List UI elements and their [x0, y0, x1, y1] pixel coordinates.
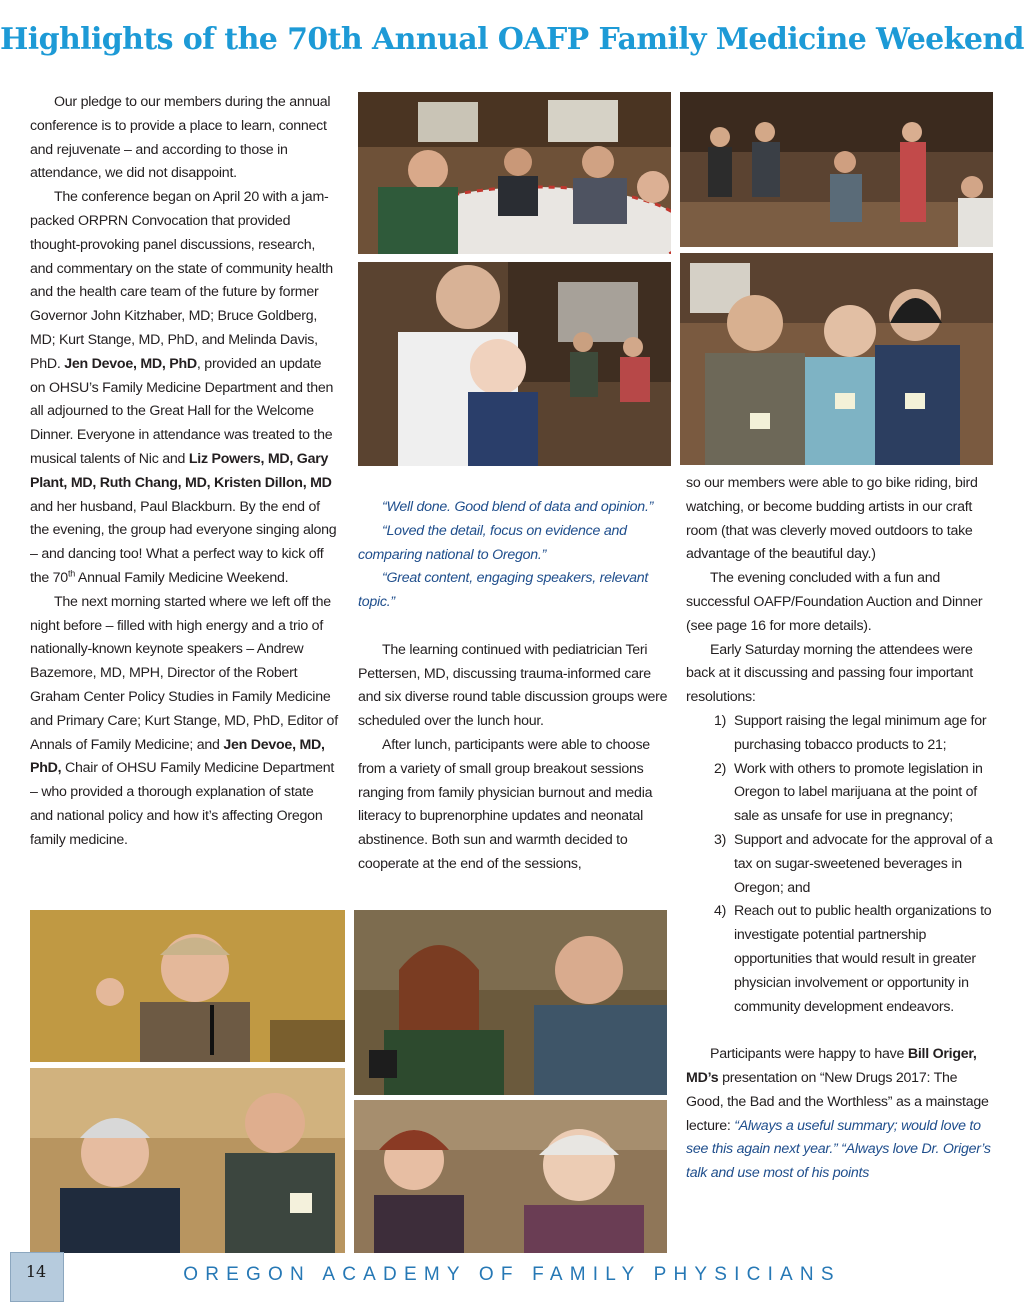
- page-title: Highlights of the 70th Annual OAFP Family Medicine Weekend: [0, 22, 1024, 57]
- conversation-photo: [354, 910, 667, 1095]
- page-number: 14: [25, 1262, 47, 1281]
- activities-paragraph: so our members were able to go bike riding, bird watching, or become budding artists in our craft room (that was cleverly moved outdoors to take advantage of the beautiful day.): [686, 475, 978, 563]
- dinner-table-photo: [358, 92, 671, 254]
- band-performance-photo: [680, 92, 993, 247]
- physicians-chatting-photo: [30, 1068, 345, 1253]
- list-item: 4) Reach out to public health organizations to investigate potential partnership opportunities that would result in greater physician involvement or opportunity in community development endeavors.: [714, 903, 992, 1015]
- convocation-paragraph: The conference began on April 20 with a jam-packed ORPRN Convocation that provided thought-provoking panel discussions, research, and commentary on the state of community health and the health care team of the future by former Governor John Kitzhaber, MD; Bruce Goldberg, MD; Kurt Stange, MD, PhD, and Melinda Davis, PhD. Jen Devoe, MD, PhD, provided an update on OHSU’s Family Medicine Department and then all adjourned to the Great Hall for the Welcome Dinner. Everyone in attendance was treated to the musical talents of Nic and Liz Powers, MD, Gary Plant, MD, Ruth Chang, MD, Kristen Dillon, MD and her husband, Paul Blackburn. By the end of the evening, the group had everyone singing along – and dancing too! What a perfect way to kick off the 70th Annual Family Medicine Weekend.: [30, 189, 337, 586]
- article-column-1: [30, 91, 340, 853]
- organization-footer: OREGON ACADEMY OF FAMILY PHYSICIANS: [183, 1264, 841, 1285]
- attendee-quote: “Well done. Good blend of data and opinion.”: [382, 499, 654, 515]
- list-item: 1) Support raising the legal minimum age for purchasing tobacco products to 21;: [714, 712, 987, 753]
- learning-paragraph: The learning continued with pediatrician Teri Pettersen, MD, discussing trauma-informed care and six diverse round table discussion groups were scheduled over the lunch hour.: [358, 641, 668, 730]
- father-and-baby-photo: [358, 262, 671, 466]
- auction-paragraph: The evening concluded with a fun and successful OAFP/Foundation Auction and Dinner (see page 16 for more details).: [686, 570, 983, 634]
- list-item: 3) Support and advocate for the approval of a tax on sugar-sweetened beverages in Oregon; and: [714, 831, 993, 896]
- origer-paragraph: Participants were happy to have Bill Origer, MD’s presentation on “New Drugs 2017: The Good, the Bad and the Worthless” as a mainstage lecture: “Always a useful summary; would love to see this again next year.” “Always love Dr. Origer’s talk and use most of his points: [686, 1046, 991, 1182]
- article-column-2: [358, 496, 670, 877]
- breakout-paragraph: After lunch, participants were able to choose from a variety of small group breakout sessions ranging from family physician burnout and media literacy to buprenorphine updates and neonatal abstinence. Both sun and warmth decided to cooperate at the end of the sessions,: [358, 736, 653, 872]
- attendee-quote: “Loved the detail, focus on evidence and comparing national to Oregon.”: [358, 522, 627, 563]
- resolutions-list: [686, 710, 998, 1019]
- intro-paragraph: Our pledge to our members during the annual conference is to provide a place to learn, connect and rejuvenate – and according to those in attendance, we did not disappoint.: [30, 94, 331, 182]
- women-listening-photo: [354, 1100, 667, 1253]
- keynote-paragraph: The next morning started where we left off the night before – filled with high energy and a trio of nationally-known keynote speakers – Andrew Bazemore, MD, MPH, Director of the Robert Graham Center Policy Studies in Family Medicine and Primary Care; Kurt Stange, MD, PhD, Editor of Annals of Family Medicine; and Jen Devoe, MD, PhD, Chair of OHSU Family Medicine Department – who provided a thorough explanation of state and national policy and how it’s affecting Oregon family medicine.: [30, 593, 338, 848]
- speaker-at-podium-photo: [30, 910, 345, 1062]
- resolutions-intro: Early Saturday morning the attendees were back at it discussing and passing four important resolutions:: [686, 641, 973, 706]
- attendees-group-photo: [680, 253, 993, 465]
- attendee-quote: “Great content, engaging speakers, relevant topic.”: [358, 570, 649, 611]
- list-item: 2) Work with others to promote legislation in Oregon to label marijuana at the point of sale as unsafe for use in pregnancy;: [714, 760, 983, 825]
- article-column-3: [686, 472, 998, 1186]
